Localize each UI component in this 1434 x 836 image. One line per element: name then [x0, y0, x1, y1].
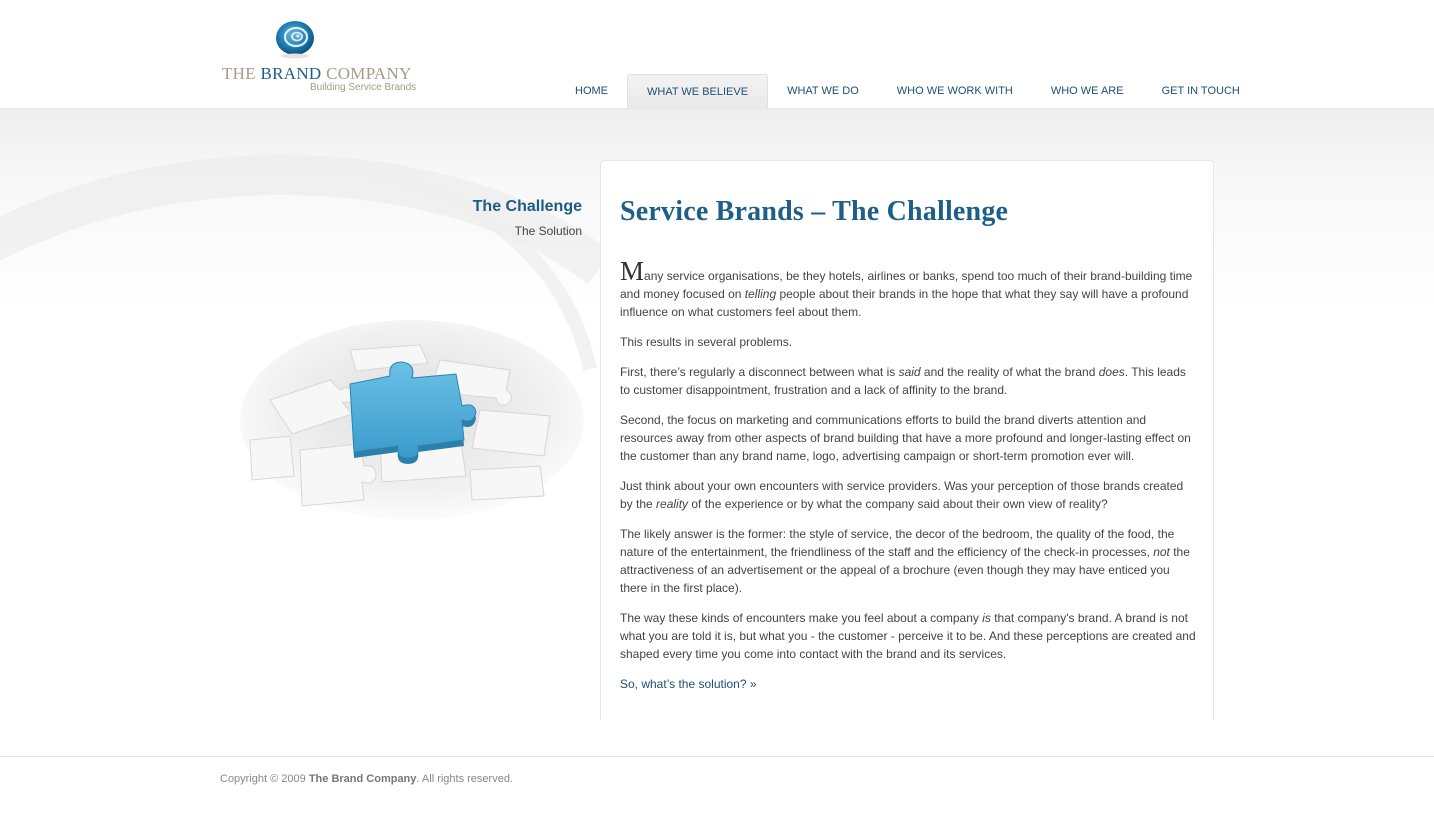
- subnav-the-solution[interactable]: The Solution: [514, 224, 582, 238]
- main-content: [620, 196, 1198, 705]
- copyright-suffix: . All rights reserved.: [416, 773, 513, 785]
- paragraph-solution: [620, 675, 1198, 693]
- logo-tagline: Building Service Brands: [310, 82, 417, 93]
- nav-who-we-work-with[interactable]: WHO WE WORK WITH: [896, 85, 1013, 97]
- p6-emphasis: not: [1153, 545, 1170, 559]
- nav-who-we-are[interactable]: WHO WE ARE: [1050, 85, 1124, 97]
- p3-text-2: and the reality of what the brand: [920, 365, 1099, 379]
- nav-get-in-touch[interactable]: GET IN TOUCH: [1161, 85, 1240, 97]
- logo-name-strong: BRAND: [260, 64, 322, 83]
- site-header: [0, 0, 1434, 109]
- paragraph-second: Second, the focus on marketing and communications efforts to build the brand diverts attention and resources away from other aspects of brand building that have a more profound and longer-lasting effect on the customer than any brand name, logo, advertising campaign or short-term promotion ever will.: [620, 413, 1191, 463]
- section-subnav: [420, 198, 582, 238]
- p7-text-1: The way these kinds of encounters make you feel about a company: [620, 611, 983, 625]
- p6-text-2: the attractiveness of an advertisement or the appeal of a brochure (even though they may have enticed you there in the first place).: [620, 545, 1190, 595]
- paragraph-intro: [620, 256, 1198, 321]
- p3-emphasis-2: does: [1098, 365, 1125, 379]
- copyright-company: The Brand Company: [308, 773, 417, 785]
- subnav-the-challenge[interactable]: The Challenge: [472, 198, 582, 215]
- p5-text-1: Just think about your own encounters with service providers. Was your perception of those brands created by the: [620, 479, 1184, 511]
- site-footer: [0, 756, 1434, 836]
- p1-text-2: people about their brands in the hope that what they say will have a profound influence on what customers feel about them.: [620, 287, 1189, 319]
- paragraph-encounters: [620, 477, 1198, 513]
- paragraph-first: [620, 363, 1198, 399]
- p3-text-3: . This leads to customer disappointment, frustration and a lack of affinity to the brand.: [620, 365, 1186, 397]
- p6-text-1: The likely answer is the former: the style of service, the decor of the bedroom, the quality of the food, the nature of the entertainment, the friendliness of the staff and the efficiency of the check-in processes,: [620, 527, 1175, 559]
- main-nav: [556, 74, 1259, 108]
- copyright-prefix: Copyright © 2009: [220, 773, 309, 785]
- p3-emphasis-1: said: [898, 365, 921, 379]
- p7-text-2: that company's brand. A brand is not what you are told it is, but what you - the customer - perceive it to be. And these perceptions are created and shaped every time you come into contact with the brand and its services.: [620, 611, 1196, 661]
- p1-emphasis: telling: [744, 287, 777, 301]
- logo-name: [222, 64, 412, 84]
- logo-name-prefix: THE: [222, 64, 261, 83]
- p1-text-1: any service organisations, be they hotels, airlines or banks, spend too much of their brand-building time and money focused on: [620, 269, 1193, 301]
- p3-text-1: First, there’s regularly a disconnect between what is: [620, 365, 899, 379]
- paragraph-likely-answer: [620, 525, 1198, 597]
- p5-emphasis: reality: [656, 497, 689, 511]
- page-title: Service Brands – The Challenge: [620, 196, 1009, 227]
- copyright: [220, 773, 513, 785]
- paragraph-problems: This results in several problems.: [620, 335, 793, 349]
- swirl-logo-icon: [274, 18, 316, 60]
- logo-name-suffix: COMPANY: [321, 64, 412, 83]
- solution-link[interactable]: So, what’s the solution? »: [620, 677, 757, 691]
- paragraph-brand-definition: [620, 609, 1198, 663]
- logo[interactable]: [222, 18, 422, 98]
- nav-what-we-do[interactable]: WHAT WE DO: [787, 85, 859, 97]
- puzzle-pieces-image: [240, 320, 585, 525]
- p5-text-2: of the experience or by what the company said about their own view of reality?: [688, 497, 1108, 511]
- dropcap: M: [620, 256, 645, 286]
- p7-emphasis: is: [982, 611, 991, 625]
- nav-home[interactable]: HOME: [575, 85, 608, 97]
- nav-what-we-believe[interactable]: WHAT WE BELIEVE: [627, 74, 768, 108]
